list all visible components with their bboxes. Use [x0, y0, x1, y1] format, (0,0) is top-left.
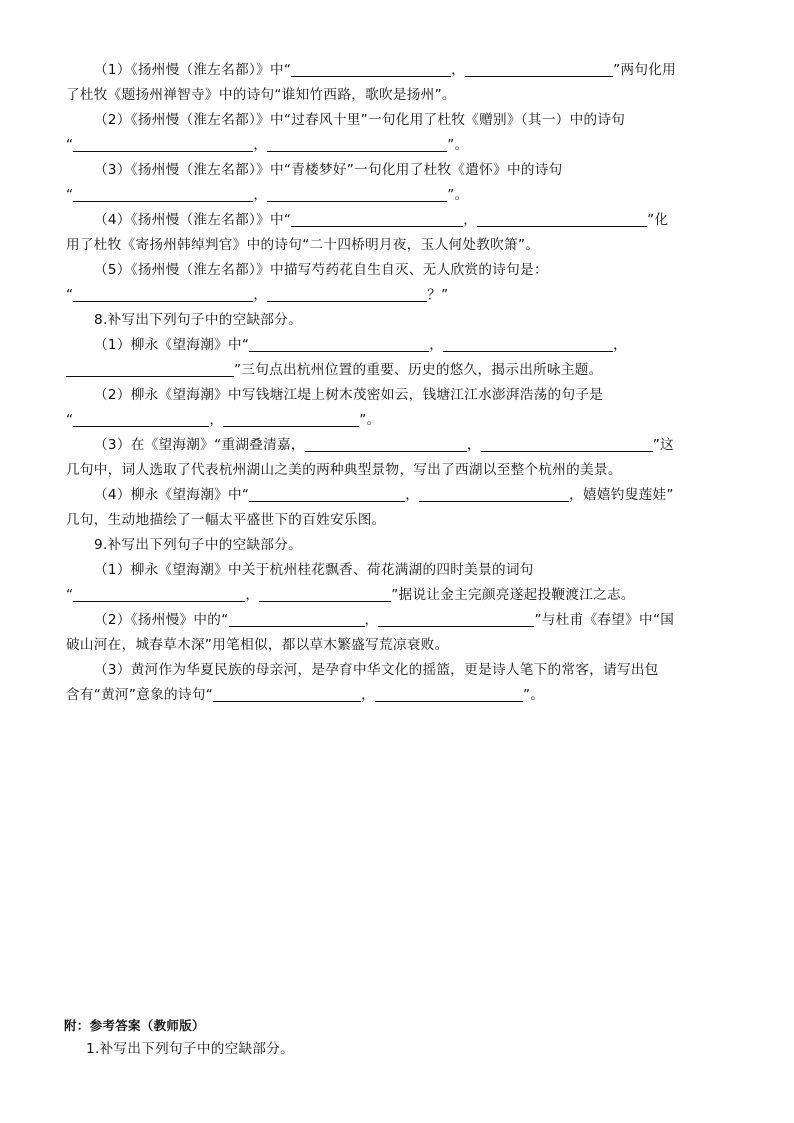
answer-blank[interactable] — [465, 60, 613, 77]
answer-blank[interactable] — [73, 135, 253, 152]
appendix-heading: 附：参考答案（教师版） — [64, 1018, 205, 1033]
answer-blank[interactable] — [267, 285, 427, 302]
q8-item-1: （1）柳永《望海潮》中“ ， ， — [94, 337, 628, 353]
answer-blank[interactable] — [249, 335, 429, 352]
appendix-item-1: 1.补写出下列句子中的空缺部分。 — [86, 1041, 295, 1057]
q9-item-3-cont: 含有“黄河”意象的诗句“ ， ”。 — [66, 687, 545, 703]
q8-item-3-cont: 几句中，词人选取了代表杭州湖山之美的两种典型景物，写出了西湖以至整个杭州的美景。 — [66, 462, 622, 478]
q7-item-3: （3）《扬州慢（淮左名都）》中“青楼梦好”一句化用了杜牧《遣怀》中的诗句 — [94, 162, 563, 178]
q9-item-1: （1）柳永《望海潮》中关于杭州桂花飘香、荷花满湖的四时美景的词句 — [94, 562, 534, 578]
q7-item-2: （2）《扬州慢（淮左名都）》中“过春风十里”一句化用了杜牧《赠别》（其一）中的诗句 — [94, 112, 626, 128]
answer-blank[interactable] — [419, 485, 569, 502]
appendix — [64, 1015, 732, 1061]
worksheet — [66, 58, 734, 708]
answer-blank[interactable] — [66, 360, 234, 377]
q8-item-1-cont: ”三句点出杭州位置的重要、历史的悠久，揭示出所咏主题。 — [66, 358, 734, 383]
answer-blank[interactable] — [249, 485, 405, 502]
answer-blank[interactable] — [223, 410, 359, 427]
q8-item-3: （3）在《望海潮》“重湖叠清嘉， ， ”这 — [94, 437, 674, 453]
answer-blank[interactable] — [73, 185, 253, 202]
q7-item-4-cont: 用了杜牧《寄扬州韩绰判官》中的诗句“二十四桥明月夜，玉人何处教吹箫”。 — [66, 237, 540, 253]
q9-item-2: （2）《扬州慢》中的“ ， ”与杜甫《春望》中“国 — [94, 612, 675, 628]
answer-blank[interactable] — [229, 610, 365, 627]
answer-blank[interactable] — [305, 435, 467, 452]
answer-blank[interactable] — [291, 60, 451, 77]
answer-blank[interactable] — [259, 585, 391, 602]
q7-item-2-cont: “ ， ”。 — [66, 137, 469, 153]
q7-item-4: （4）《扬州慢（淮左名都）》中“ ， ”化 — [94, 212, 669, 228]
q9-title: 9.补写出下列句子中的空缺部分。 — [94, 537, 303, 553]
answer-blank[interactable] — [291, 210, 463, 227]
answer-blank[interactable] — [73, 410, 209, 427]
q7-item-1: （1）《扬州慢（淮左名都）》中“ ， ”两句化用 — [94, 62, 677, 78]
answer-blank[interactable] — [481, 435, 653, 452]
q9-item-1-cont: “ ， ”据说让金主完颜亮遂起投鞭渡江之志。 — [66, 587, 635, 603]
q8-item-2: （2）柳永《望海潮》中写钱塘江堤上树木茂密如云，钱塘江江水澎湃浩荡的句子是 — [94, 387, 604, 403]
q9-item-2-cont: 破山河在，城春草木深”用笔相似，都以草木繁盛写荒凉衰败。 — [66, 637, 449, 653]
q7-item-1-cont: 了杜牧《题扬州禅智寺》中的诗句“谁知竹西路，歌吹是扬州”。 — [66, 87, 456, 103]
q8-title: 8.补写出下列句子中的空缺部分。 — [94, 312, 303, 328]
q8-item-2-cont: “ ， ”。 — [66, 412, 381, 428]
answer-blank[interactable] — [73, 585, 245, 602]
answer-blank[interactable] — [477, 210, 647, 227]
answer-blank[interactable] — [375, 685, 523, 702]
q7-item-3-cont: “ ， ”。 — [66, 187, 469, 203]
answer-blank[interactable] — [443, 335, 613, 352]
answer-blank[interactable] — [73, 285, 253, 302]
q8-item-4-cont: 几句，生动地描绘了一幅太平盛世下的百姓安乐图。 — [66, 512, 386, 528]
q8-item-4: （4）柳永《望海潮》中“ ， ，嬉嬉钓叟莲娃” — [94, 487, 674, 503]
q7-item-5-cont: “ ， ？” — [66, 287, 449, 303]
answer-blank[interactable] — [378, 610, 534, 627]
q7-item-5: （5）《扬州慢（淮左名都）》中描写芍药花自生自灭、无人欣赏的诗句是： — [94, 262, 548, 278]
answer-blank[interactable] — [267, 185, 447, 202]
q9-item-3: （3）黄河作为华夏民族的母亲河，是孕育中华文化的摇篮，更是诗人笔下的常客，请写出包 — [94, 662, 659, 678]
answer-blank[interactable] — [267, 135, 447, 152]
answer-blank[interactable] — [213, 685, 361, 702]
